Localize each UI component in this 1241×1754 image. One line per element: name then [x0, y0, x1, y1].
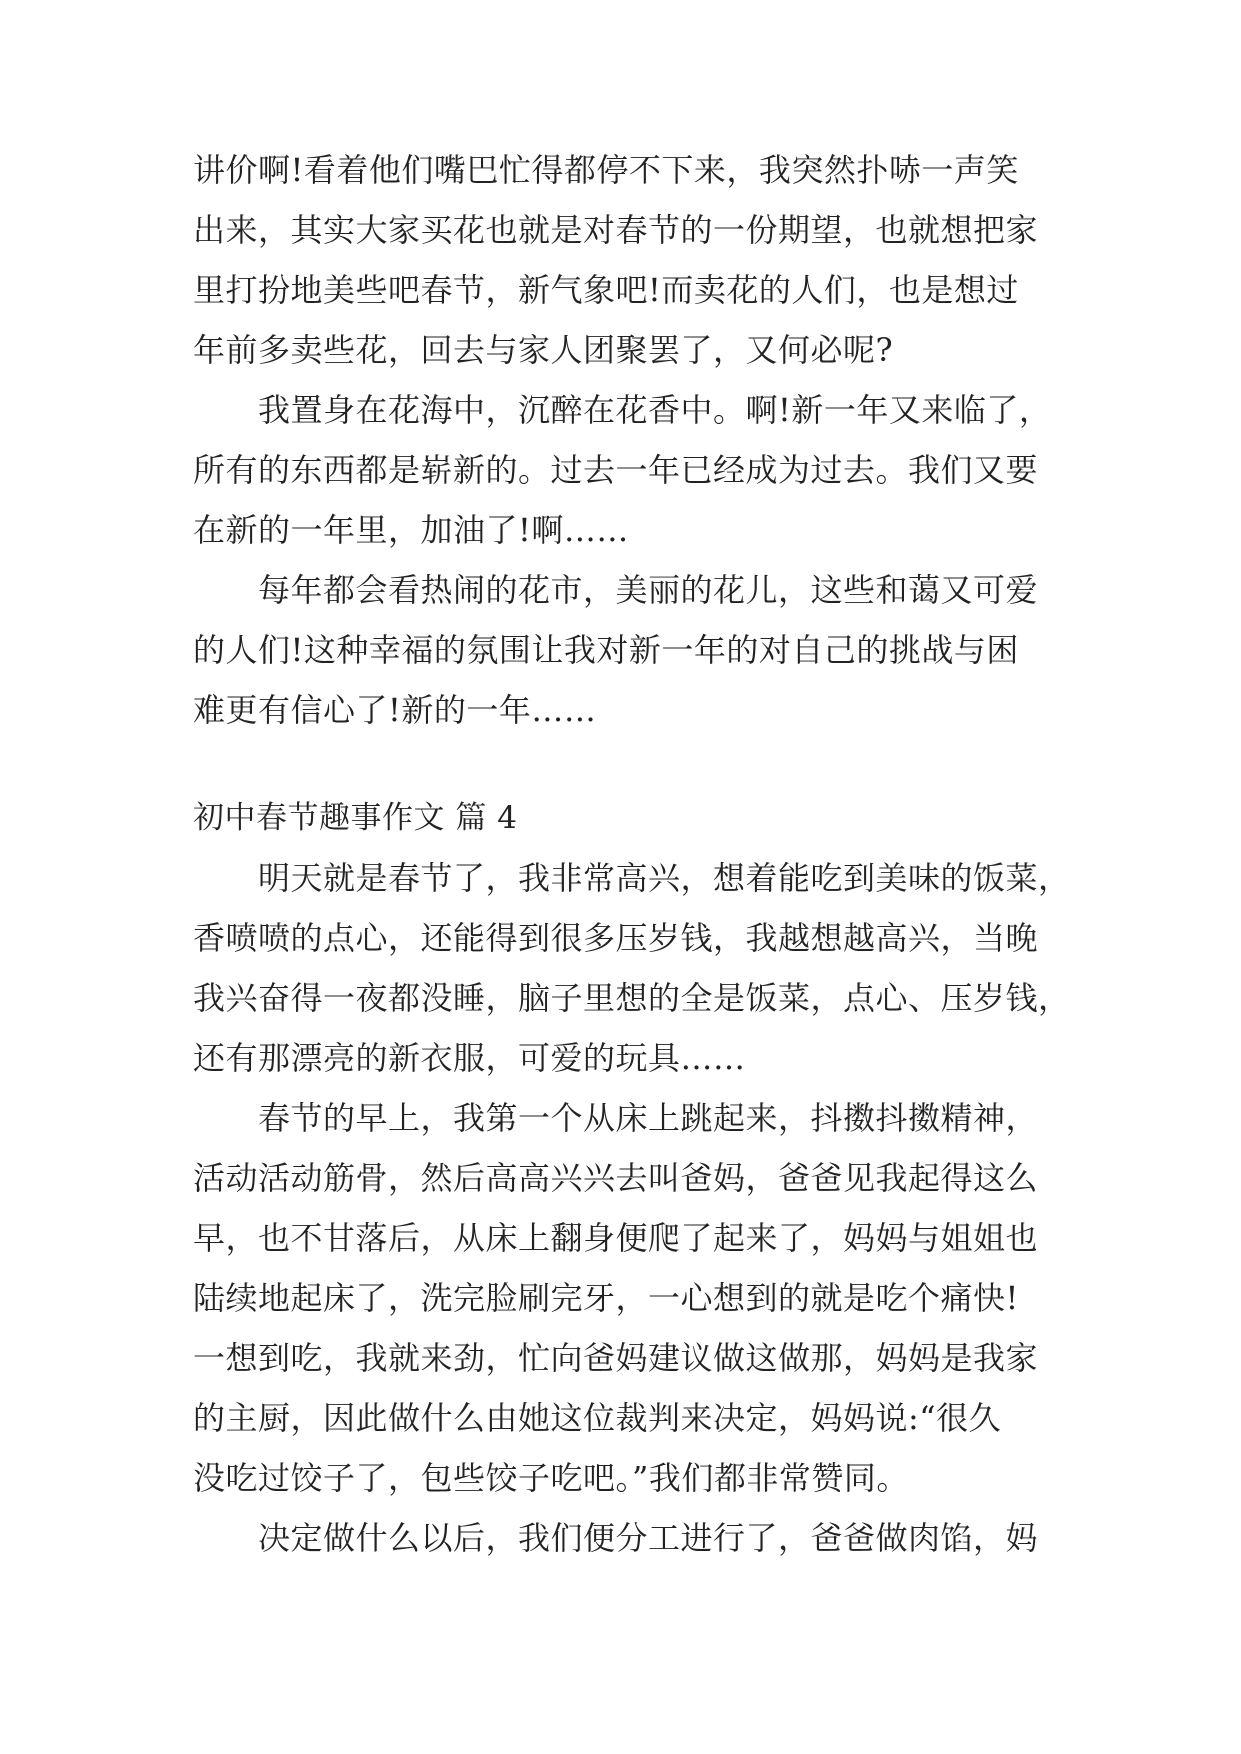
para5-line-2: 活动活动筋骨，然后高高兴兴去叫爸妈，爸爸见我起得这么: [193, 1159, 1039, 1197]
para5-line-1: 春节的早上，我第一个从床上跳起来，抖擞抖擞精神，: [258, 1099, 1039, 1137]
para2-line-2: 所有的东西都是崭新的。过去一年已经成为过去。我们又要: [193, 451, 1039, 489]
para3-line-1: 每年都会看热闹的花市，美丽的花儿，这些和蔼又可爱: [258, 571, 1039, 609]
para1-line-3: 里打扮地美些吧春节，新气象吧!而卖花的人们，也是想过: [193, 271, 1019, 309]
para3-line-3: 难更有信心了!新的一年……: [193, 691, 597, 729]
para5-line-5: 一想到吃，我就来劲，忙向爸妈建议做这做那，妈妈是我家: [193, 1339, 1039, 1377]
para1-line-4: 年前多卖些花，回去与家人团聚罢了，又何必呢?: [193, 331, 894, 369]
para1-line-2: 出来，其实大家买花也就是对春节的一份期望，也就想把家: [193, 211, 1039, 249]
para5-line-3: 早，也不甘落后，从床上翻身便爬了起来了，妈妈与姐姐也: [193, 1219, 1039, 1257]
para5-line-6: 的主厨，因此做什么由她这位裁判来决定，妈妈说:“很久: [193, 1399, 1002, 1437]
para2-line-3: 在新的一年里，加油了!啊……: [193, 511, 629, 549]
para5-line-4: 陆续地起床了，洗完脸刷完牙，一心想到的就是吃个痛快!: [193, 1279, 1019, 1317]
para1-line-1: 讲价啊!看着他们嘴巴忙得都停不下来，我突然扑哧一声笑: [193, 151, 1019, 189]
section-title: 初中春节趣事作文 篇 4: [193, 800, 518, 836]
para4-line-1: 明天就是春节了，我非常高兴，想着能吃到美味的饭菜，: [258, 859, 1071, 897]
para2-line-1: 我置身在花海中，沉醉在花香中。啊!新一年又来临了，: [258, 391, 1052, 429]
para4-line-4: 还有那漂亮的新衣服，可爱的玩具……: [193, 1039, 746, 1077]
para5-line-7: 没吃过饺子了，包些饺子吃吧。”我们都非常赞同。: [193, 1459, 909, 1497]
para6-line-1: 决定做什么以后，我们便分工进行了，爸爸做肉馅，妈: [258, 1519, 1039, 1557]
para3-line-2: 的人们!这种幸福的氛围让我对新一年的对自己的挑战与困: [193, 631, 1019, 669]
para4-line-3: 我兴奋得一夜都没睡，脑子里想的全是饭菜，点心、压岁钱，: [193, 979, 1071, 1017]
para4-line-2: 香喷喷的点心，还能得到很多压岁钱，我越想越高兴，当晚: [193, 919, 1039, 957]
